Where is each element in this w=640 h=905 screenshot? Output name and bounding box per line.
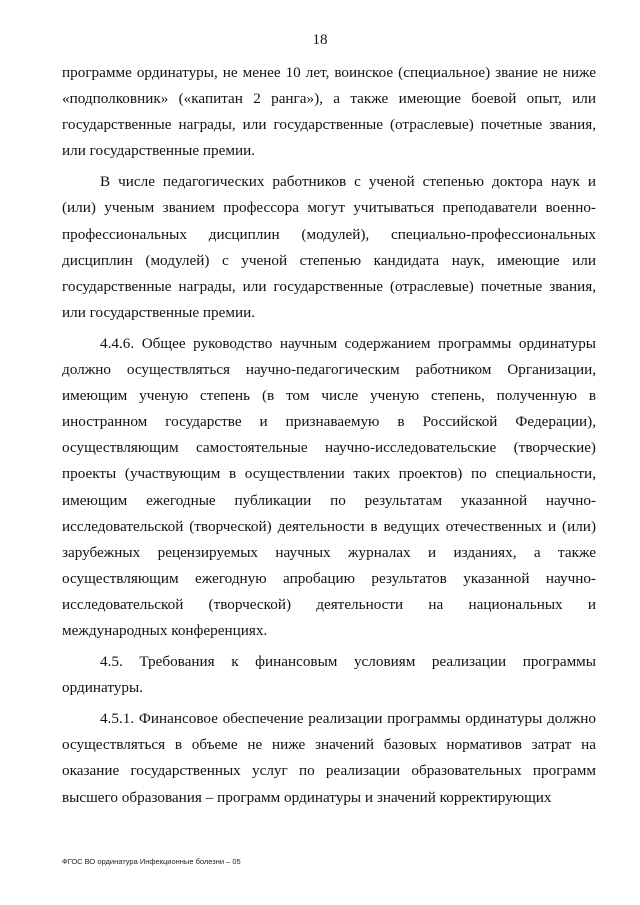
page-footer: ФГОС ВО ординатура Инфекционные болезни – 05 [62, 857, 241, 866]
paragraph-continuation: программе ординатуры, не менее 10 лет, воинское (специальное) звание не ниже «подполковник» («капитан 2 ранга»), а также имеющие боевой опыт, или государственные награды, или государственные (отраслевые) почетные звания, или государственные премии. [62, 64, 596, 160]
paragraph-4-5: 4.5. Требования к финансовым условиям реализации программы ординатуры. [62, 653, 596, 697]
page-number: 18 [312, 32, 328, 48]
paragraph-4-5-1: 4.5.1. Финансовое обеспечение реализации программы ординатуры должно осуществляться в объеме не ниже значений базовых нормативов затрат на оказание государственных услуг по реализации образовательных программ высшего образования – программ ординатуры и значений корректирующих [62, 710, 596, 806]
paragraph-teachers-degree: В числе педагогических работников с ученой степенью доктора наук и (или) ученым званием профессора могут учитываться преподаватели военно-профессиональных дисциплин (модулей), специально-профессиональных дисциплин (модулей) с ученой степенью кандидата наук, имеющие или государственные награды, или государственные (отраслевые) почетные звания, или государственные премии. [62, 173, 596, 321]
paragraph-4-4-6: 4.4.6. Общее руководство научным содержанием программы ординатуры должно осуществляться научно-педагогическим работником Организации, имеющим ученую степень (в том числе ученую степень, полученную в иностранном государстве и признаваемую в Российской Федерации), осуществляющим самостоятельные научно-исследовательские (творческие) проекты (участвующим в осуществлении таких проектов) по специальности, имеющим ежегодные публикации по результатам указанной научно-исследовательской (творческой) деятельности в ведущих отечественных и (или) зарубежных рецензируемых научных журналах и изданиях, а также осуществляющим ежегодную апробацию результатов указанной научно-исследовательской (творческой) деятельности на национальных и международных конференциях. [62, 334, 596, 639]
document-body [62, 60, 596, 811]
